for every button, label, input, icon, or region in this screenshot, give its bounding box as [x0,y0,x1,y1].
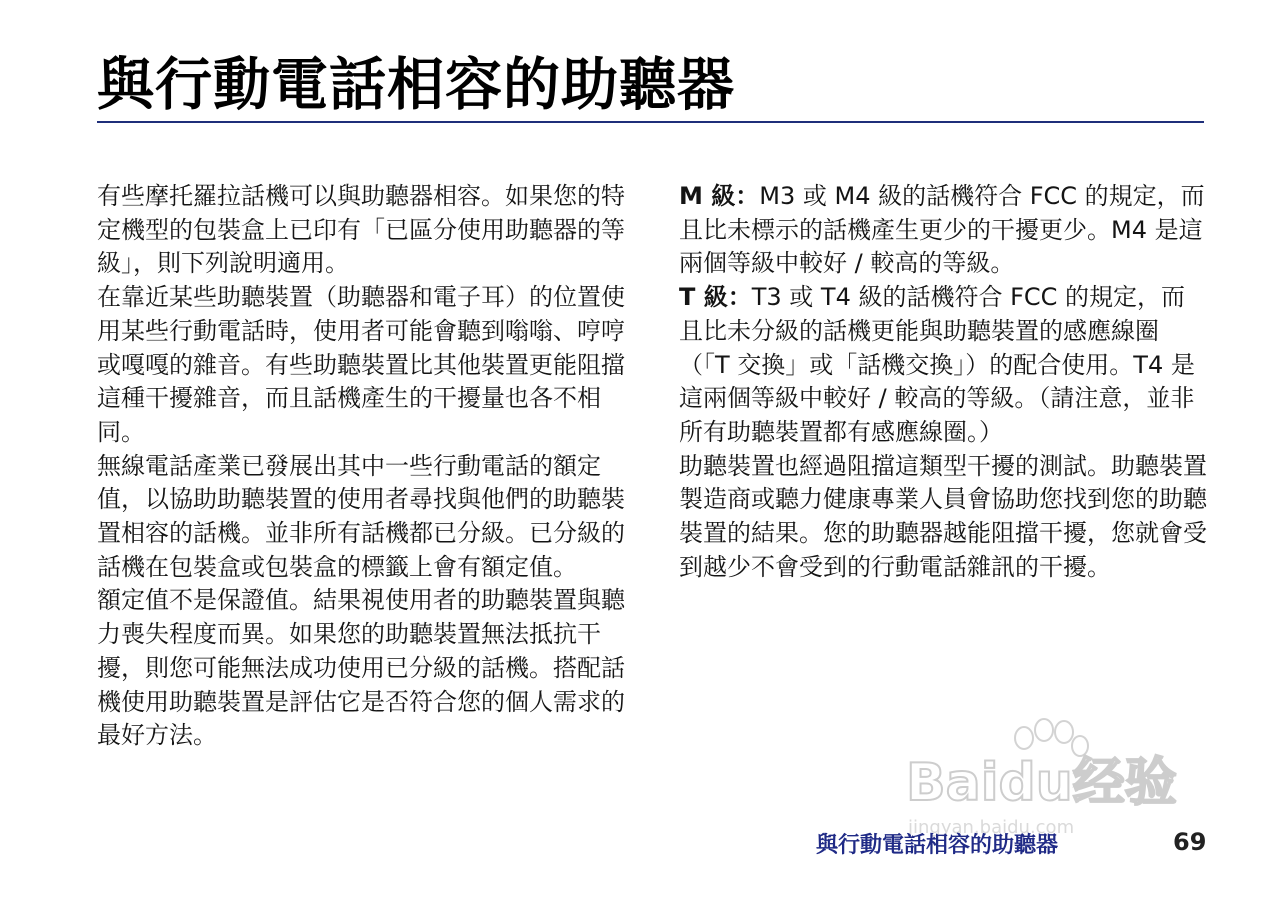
paragraph-testing-results: 助聽裝置也經過阻擋這類型干擾的測試。助聽裝置製造商或聽力健康專業人員會協助您找到您的助聽裝置的結果。您的助聽器越能阻擋干擾，您就會受到越少不會受到的行動電話雜訊的干擾。 [679,451,1207,581]
paragraph-m-rating [679,180,1209,281]
paragraph-industry-ratings: 無線電話產業已發展出其中一些行動電話的額定值，以協助助聽裝置的使用者尋找與他們的助聽裝置相容的話機。並非所有話機都已分級。已分級的話機在包裝盒或包裝盒的標籤上會有額定值。 [97,451,625,581]
right-column [679,180,1209,584]
paw-logo-icon [1015,719,1088,756]
paragraph-interference-noise: 在靠近某些助聽裝置（助聽器和電子耳）的位置使用某些行動電話時，使用者可能會聽到嗡嗡、哼哼或嘎嘎的雜音。有些助聽裝置比其他裝置更能阻擋這種干擾雜音，而且話機產生的干擾量也各不相同。 [97,283,625,446]
page-title: 與行動電話相容的助聽器 [97,52,735,118]
footer-section-title: 與行動電話相容的助聽器 [816,833,1059,858]
paragraph-t-rating [679,281,1209,450]
page-number: 69 [1173,828,1207,856]
m-rating-text: M3 或 M4 級的話機符合 FCC 的規定，而且比未標示的話機產生更少的干擾更少。M4 是這兩個等級中較好 / 較高的等級。 [679,182,1205,278]
left-column [97,180,625,753]
t-rating-label: T 級： [679,283,752,312]
watermark-url-text: jingyan.baidu.com [908,817,1075,838]
title-divider [97,121,1204,123]
m-rating-label: M 級： [679,182,760,210]
paragraph-compatibility-intro: 有些摩托羅拉話機可以與助聽器相容。如果您的特定機型的包裝盒上已印有「已區分使用助聽器的等級」，則下列說明適用。 [97,182,625,278]
watermark-brand-text: Baidu经验 [906,753,1177,813]
paragraph-ratings-disclaimer: 額定值不是保證值。結果視使用者的助聽裝置與聽力喪失程度而異。如果您的助聽裝置無法抵抗干擾，則您可能無法成功使用已分級的話機。搭配話機使用助聽裝置是評估它是否符合您的個人需求的最好方法。 [97,586,625,750]
baidu-jingyan-watermark [902,718,1202,838]
t-rating-text: T3 或 T4 級的話機符合 FCC 的規定，而且比未分級的話機更能與助聽裝置的感應線圈（「T 交換」或「話機交換」）的配合使用。T4 是這兩個等級中較好 / 較高的等級。（請注意，並非所有助聽裝置都有感應線圈。） [679,283,1195,446]
